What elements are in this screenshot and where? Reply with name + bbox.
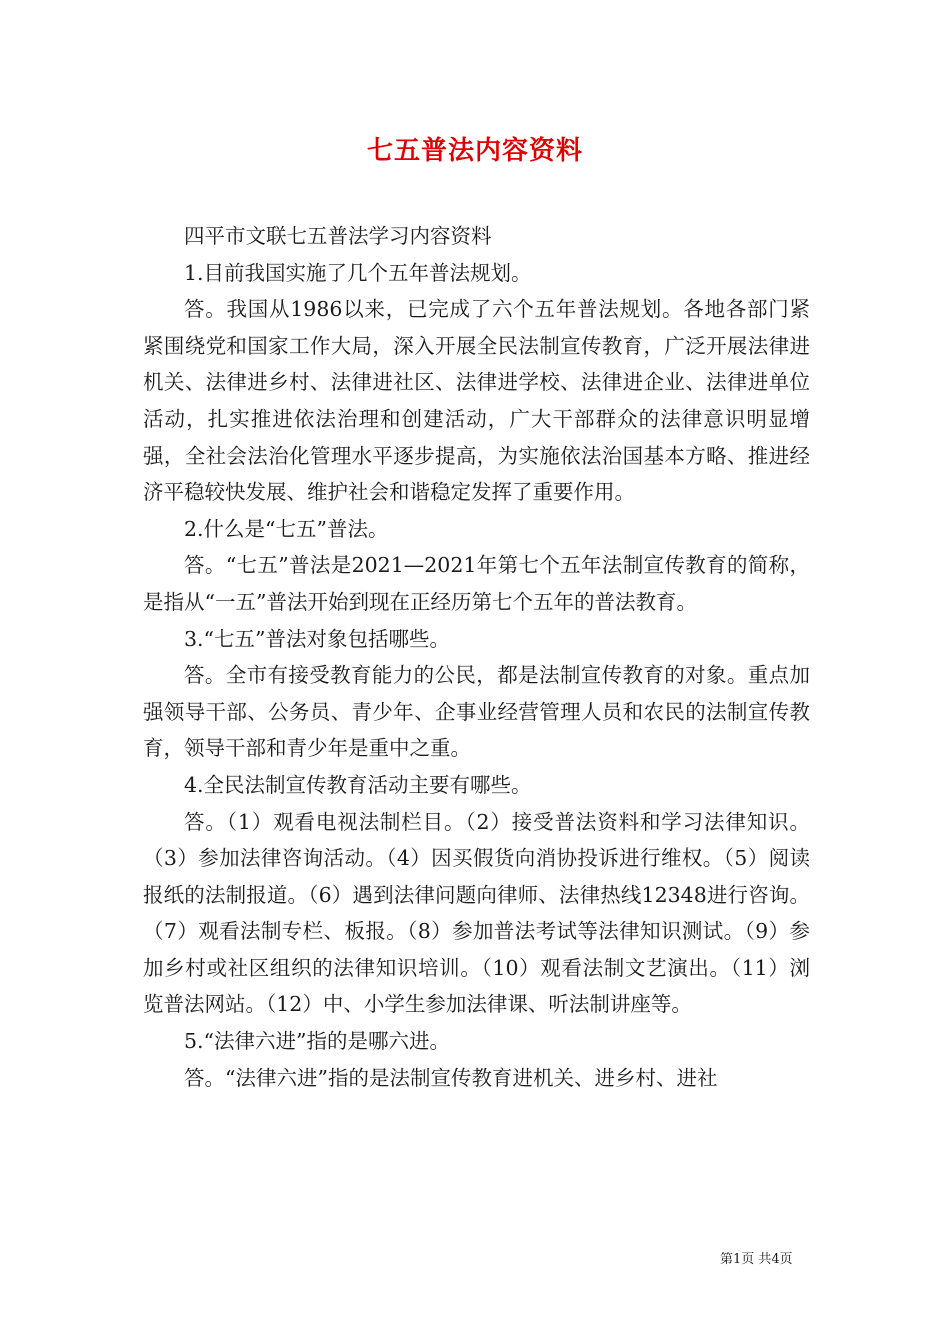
- question-1: 1.目前我国实施了几个五年普法规划。: [184, 260, 532, 285]
- document-title: 七五普法内容资料: [366, 136, 583, 166]
- answer-5: 答。“法律六进”指的是法制宣传教育进机关、进乡村、进社: [184, 1065, 718, 1090]
- answer-3: 答。全市有接受教育能力的公民，都是法制宣传教育的对象。重点加强领导干部、公务员、青少年、企事业经营管理人员和农民的法制宣传教育，领导干部和青少年是重中之重。: [143, 663, 810, 761]
- answer-1: 答。我国从1986以来，已完成了六个五年普法规划。各地各部门紧紧围绕党和国家工作大局，深入开展全民法制宣传教育，广泛开展法律进机关、法律进乡村、法律进社区、法律进学校、法律进企业、法律进单位活动，扎实推进依法治理和创建活动，广大干部群众的法律意识明显增强，全社会法治化管理水平逐步提高，为实施依法治国基本方略、推进经济平稳较快发展、维护社会和谐稳定发挥了重要作用。: [143, 297, 810, 505]
- document-body: [143, 218, 810, 1096]
- question-5: 5.“法律六进”指的是哪六进。: [184, 1029, 451, 1054]
- question-2: 2.什么是“七五”普法。: [184, 516, 389, 541]
- question-4: 4.全民法制宣传教育活动主要有哪些。: [184, 772, 532, 797]
- page-number-footer: 第1页 共4页: [720, 1252, 793, 1267]
- question-3: 3.“七五”普法对象包括哪些。: [184, 626, 451, 651]
- answer-2: 答。“七五”普法是2021—2021年第七个五年法制宣传教育的简称，是指从“一五”普法开始到现在正经历第七个五年的普法教育。: [143, 553, 810, 614]
- answer-4: 答。（1）观看电视法制栏目。（2）接受普法资料和学习法律知识。（3）参加法律咨询活动。（4）因买假货向消协投诉进行维权。（5）阅读报纸的法制报道。（6）遇到法律问题向律师、法律热线12348进行咨询。（7）观看法制专栏、板报。（8）参加普法考试等法律知识测试。（9）参加乡村或社区组织的法律知识培训。（10）观看法制文艺演出。（11）浏览普法网站。（12）中、小学生参加法律课、听法制讲座等。: [143, 809, 810, 1017]
- paragraph-intro: 四平市文联七五普法学习内容资料: [184, 224, 492, 248]
